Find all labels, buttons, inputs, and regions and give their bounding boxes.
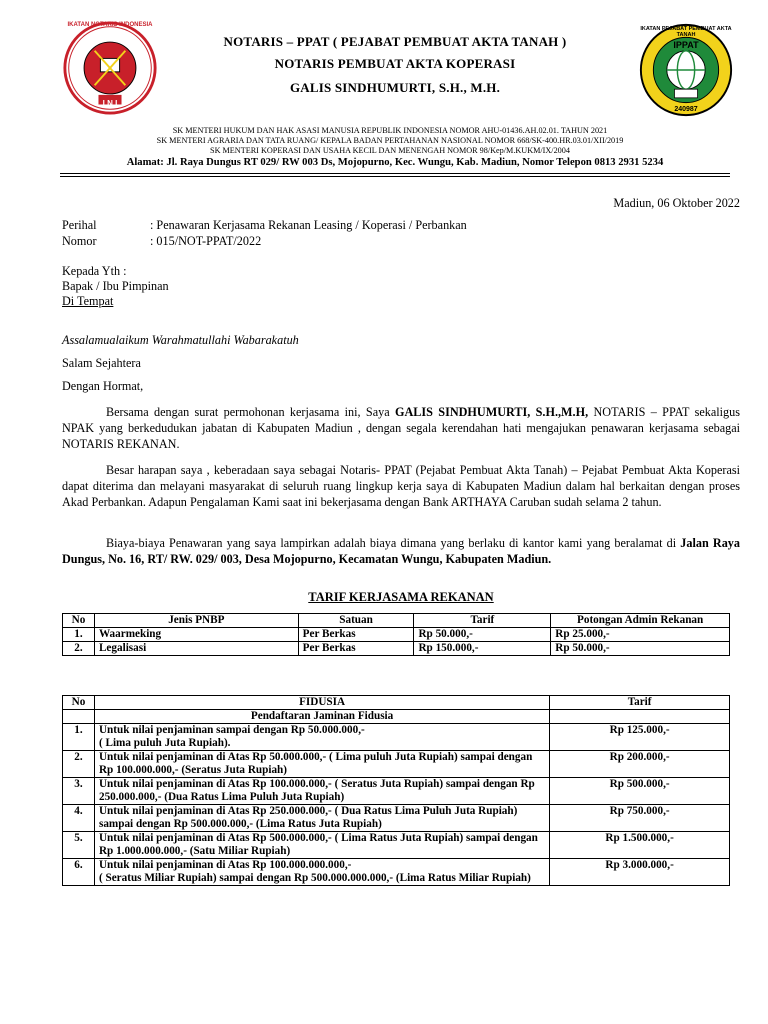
paragraph-1-name: GALIS SINDHUMURTI, S.H.,M.H, xyxy=(395,405,589,419)
perihal-value: : Penawaran Kerjasama Rekanan Leasing / Koperasi / Perbankan xyxy=(150,218,467,232)
fidusia-tarif-cell: Rp 1.500.000,- xyxy=(550,832,730,859)
letter-date: Madiun, 06 Oktober 2022 xyxy=(613,196,740,210)
recipient-line-3: Di Tempat xyxy=(62,294,114,308)
fidusia-no-cell: 5. xyxy=(63,832,95,859)
tarif-header-jenis: Jenis PNBP xyxy=(94,614,298,628)
header-rule-thin xyxy=(60,176,730,177)
tarif-table xyxy=(62,613,730,656)
table-row xyxy=(63,642,730,656)
paragraph-3 xyxy=(62,535,740,567)
tarif-cell: Legalisasi xyxy=(94,642,298,656)
perihal-label: Perihal xyxy=(62,218,97,232)
tarif-header-row xyxy=(63,614,730,628)
fidusia-header-row xyxy=(63,696,730,710)
tarif-cell: Rp 50.000,- xyxy=(414,628,551,642)
table-row xyxy=(63,628,730,642)
sk-line-2: SK MENTERI AGRARIA DAN TATA RUANG/ KEPALA BADAN PERTAHANAN NASIONAL NOMOR 668/SK-400.HR.03.01/XII/2019 xyxy=(156,136,624,145)
header-rule xyxy=(60,173,730,174)
ini-logo xyxy=(62,20,158,121)
sk-line-1: SK MENTERI HUKUM DAN HAK ASASI MANUSIA REPUBLIK INDONESIA NOMOR AHU-01436.AH.02.01. TAHUN 2021 xyxy=(172,126,608,135)
fidusia-no-cell: 1. xyxy=(63,724,95,751)
tarif-header-potongan: Potongan Admin Rekanan xyxy=(551,614,730,628)
tarif-cell: 1. xyxy=(63,628,95,642)
table-row xyxy=(63,805,730,832)
fidusia-desc-cell: Untuk nilai penjaminan di Atas Rp 100.000.000,- ( Seratus Juta Rupiah) sampai dengan Rp 250.000.000,- (Dua Ratus Lima Puluh Juta Rupiah) xyxy=(94,778,549,805)
header-line-3: GALIS SINDHUMURTI, S.H., M.H. xyxy=(289,80,501,95)
fidusia-desc-cell: Untuk nilai penjaminan sampai dengan Rp 50.000.000,- ( Lima puluh Juta Rupiah). xyxy=(94,724,549,751)
table-row xyxy=(63,751,730,778)
table-row xyxy=(63,778,730,805)
tarif-header-tarif: Tarif xyxy=(414,614,551,628)
fidusia-header-no: No xyxy=(63,696,95,710)
paragraph-1-b: NOTARIS – PPAT sekaligus NPAK yang berkedudukan jabatan di Kabupaten Madiun , dengan segala kerendahan hati mengajukan penawaran kerjasama sebagai NOTARIS REKANAN. xyxy=(62,405,740,451)
table-row xyxy=(63,724,730,751)
ippat-logo xyxy=(638,22,734,123)
fidusia-desc-cell: Untuk nilai penjaminan di Atas Rp 50.000.000,- ( Lima puluh Juta Rupiah) sampai dengan Rp 100.000.000,- (Seratus Juta Rupiah) xyxy=(94,751,549,778)
paragraph-2-text: Besar harapan saya , keberadaan saya sebagai Notaris- PPAT (Pejabat Pembuat Akta Tanah) – Pejabat Pembuat Akta Koperasi dapat diterima dan melayani masyarakat di seluruh ruang lingkup kerja saya di Kabupaten Madiun dalam hal berkaitan dengan proses Akad Perbankan. Adapun Pengalaman Kami saat ini bekerjasama dengan Bank ARTHAYA Caruban sudah selama 2 tahun. xyxy=(62,463,740,509)
paragraph-3-a: Biaya-biaya Penawaran yang saya lampirkan adalah biaya dimana yang berlaku di kantor kami yang beralamat di xyxy=(106,536,681,550)
fidusia-tarif-cell: Rp 125.000,- xyxy=(550,724,730,751)
hormat: Dengan Hormat, xyxy=(62,379,144,393)
fidusia-tarif-cell: Rp 200.000,- xyxy=(550,751,730,778)
tarif-cell: 2. xyxy=(63,642,95,656)
address-line: Alamat: Jl. Raya Dungus RT 029/ RW 003 Ds, Mojopurno, Kec. Wungu, Kab. Madiun, Nomor Telepon 0813 2931 5234 xyxy=(126,157,664,168)
salam: Salam Sejahtera xyxy=(62,356,141,370)
fidusia-no-cell: 3. xyxy=(63,778,95,805)
fidusia-header-tarif: Tarif xyxy=(550,696,730,710)
ini-logo-text: IKATAN NOTARIS INDONESIA xyxy=(67,22,153,28)
tarif-cell: Rp 25.000,- xyxy=(551,628,730,642)
tarif-header-satuan: Satuan xyxy=(298,614,414,628)
tarif-cell: Per Berkas xyxy=(298,642,414,656)
ippat-logo-abbr: IPPAT xyxy=(673,40,699,50)
nomor-label: Nomor xyxy=(62,234,97,248)
paragraph-2 xyxy=(62,462,740,510)
header-line-2: NOTARIS PEMBUAT AKTA KOPERASI xyxy=(274,56,516,71)
greeting: Assalamualaikum Warahmatullahi Wabarakatuh xyxy=(62,333,299,347)
fidusia-desc-cell: Untuk nilai penjaminan di Atas Rp 250.000.000,- ( Dua Ratus Lima Puluh Juta Rupiah) sampai dengan Rp 500.000.000,- (Lima Ratus Juta Rupiah) xyxy=(94,805,549,832)
ippat-logo-number: 240987 xyxy=(674,106,698,113)
fidusia-no-cell: 6. xyxy=(63,859,95,886)
fidusia-tarif-cell: Rp 3.000.000,- xyxy=(550,859,730,886)
tarif-title: TARIF KERJASAMA REKANAN xyxy=(308,590,494,604)
tarif-cell: Rp 150.000,- xyxy=(414,642,551,656)
recipient-line-1: Kepada Yth : xyxy=(62,264,127,278)
fidusia-tarif-cell: Rp 500.000,- xyxy=(550,778,730,805)
fidusia-table xyxy=(62,695,730,886)
paragraph-3-b: Jalan Raya Dungus, No. 16, RT/ RW. 029/ 003, Desa Mojopurno, Kecamatan Wungu, Kabupaten Madiun. xyxy=(62,536,740,566)
table-row xyxy=(63,832,730,859)
nomor-value: : 015/NOT-PPAT/2022 xyxy=(150,234,262,248)
table-row xyxy=(63,859,730,886)
fidusia-desc-cell: Untuk nilai penjaminan di Atas Rp 100.000.000.000,- ( Seratus Miliar Rupiah) sampai dengan Rp 500.000.000.000,- (Lima Ratus Miliar Rupiah) xyxy=(94,859,549,886)
fidusia-subheader-row xyxy=(63,710,730,724)
paragraph-1-a: Bersama dengan surat permohonan kerjasama ini, Saya xyxy=(106,405,395,419)
ini-logo-abbr: I N I xyxy=(102,99,118,108)
tarif-cell: Rp 50.000,- xyxy=(551,642,730,656)
fidusia-no-cell: 4. xyxy=(63,805,95,832)
tarif-cell: Waarmeking xyxy=(94,628,298,642)
fidusia-subheader: Pendaftaran Jaminan Fidusia xyxy=(94,710,549,724)
fidusia-no-cell: 2. xyxy=(63,751,95,778)
sk-line-3: SK MENTERI KOPERASI DAN USAHA KECIL DAN MENENGAH NOMOR 98/Kep/M.KUKM/IX/2004 xyxy=(210,146,570,155)
tarif-cell: Per Berkas xyxy=(298,628,414,642)
fidusia-tarif-cell: Rp 750.000,- xyxy=(550,805,730,832)
header-line-1: NOTARIS – PPAT ( PEJABAT PEMBUAT AKTA TANAH ) xyxy=(223,34,567,49)
tarif-header-no: No xyxy=(63,614,95,628)
recipient-line-2: Bapak / Ibu Pimpinan xyxy=(62,279,169,293)
ippat-logo-text: IKATAN PEJABAT PEMBUAT AKTA TANAH xyxy=(640,26,732,38)
fidusia-header-title: FIDUSIA xyxy=(94,696,549,710)
fidusia-desc-cell: Untuk nilai penjaminan di Atas Rp 500.000.000,- ( Lima Ratus Juta Rupiah) sampai dengan Rp 1.000.000.000,- (Satu Miliar Rupiah) xyxy=(94,832,549,859)
paragraph-1 xyxy=(62,404,740,452)
